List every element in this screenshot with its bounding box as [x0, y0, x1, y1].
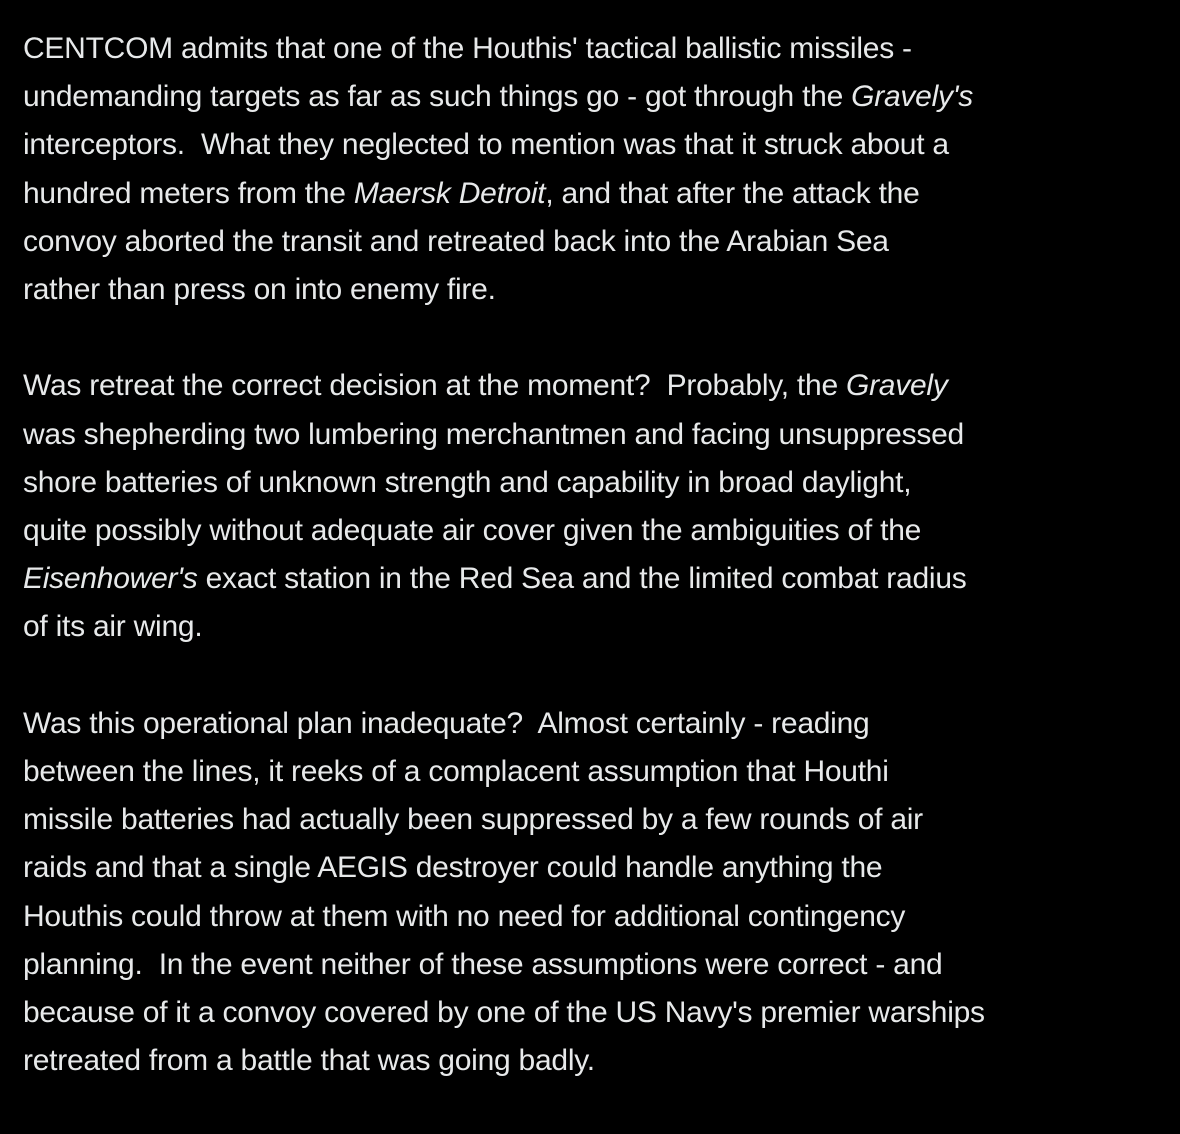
text-line	[23, 700, 1163, 748]
text-run: exact station in the Red Sea and the limited combat radius	[197, 562, 967, 596]
text-run: undemanding targets as far as such things go - got through the	[23, 80, 852, 114]
ship-name-gravely: Gravely's	[851, 80, 973, 114]
text-run: convoy aborted the transit and retreated back into the Arabian Sea	[23, 224, 889, 258]
text-line	[23, 459, 1163, 507]
paragraph-2	[23, 362, 1163, 651]
text-run: rather than press on into enemy fire.	[23, 273, 496, 307]
text-line	[23, 170, 1163, 218]
text-line	[23, 796, 1163, 844]
text-run: because of it a convoy covered by one of the US Navy's premier warships	[23, 996, 985, 1030]
text-line	[23, 411, 1163, 459]
text-run: Was retreat the correct decision at the moment? Probably, the	[23, 369, 846, 403]
text-run: shore batteries of unknown strength and capability in broad daylight,	[23, 465, 912, 499]
text-run: missile batteries had actually been suppressed by a few rounds of air	[23, 803, 923, 837]
text-line	[23, 507, 1163, 555]
text-line	[23, 989, 1163, 1037]
text-line	[23, 1037, 1163, 1085]
text-line	[23, 266, 1163, 314]
text-run: CENTCOM admits that one of the Houthis' tactical ballistic missiles -	[23, 32, 912, 65]
text-run: hundred meters from the	[23, 176, 354, 210]
text-line	[23, 844, 1163, 892]
text-line	[23, 362, 1163, 410]
text-run: of its air wing.	[23, 610, 203, 644]
text-line	[23, 218, 1163, 266]
text-line	[23, 121, 1163, 169]
text-run: planning. In the event neither of these assumptions were correct - and	[23, 947, 943, 981]
text-line	[23, 941, 1163, 989]
text-run: interceptors. What they neglected to mention was that it struck about a	[23, 128, 949, 162]
ship-name-eisenhower: Eisenhower's	[23, 562, 198, 596]
text-line	[23, 893, 1163, 941]
paragraph-3	[23, 700, 1163, 1086]
ship-name-gravely: Gravely	[845, 369, 948, 403]
text-run: Houthis could throw at them with no need for additional contingency	[23, 899, 906, 933]
text-run: was shepherding two lumbering merchantmen and facing unsuppressed	[23, 417, 964, 451]
text-line	[23, 603, 1163, 651]
text-run: raids and that a single AEGIS destroyer could handle anything the	[23, 851, 883, 885]
ship-name-maersk-detroit: Maersk Detroit	[353, 176, 546, 210]
text-line	[23, 73, 1163, 121]
text-run: retreated from a battle that was going badly.	[23, 1044, 595, 1078]
text-line	[23, 25, 1163, 73]
text-run: between the lines, it reeks of a complacent assumption that Houthi	[23, 755, 889, 789]
text-run: Was this operational plan inadequate? Almost certainly - reading	[23, 706, 870, 740]
text-run: quite possibly without adequate air cover given the ambiguities of the	[23, 514, 922, 548]
text-line	[23, 555, 1163, 603]
text-line	[23, 748, 1163, 796]
text-run: , and that after the attack the	[545, 176, 920, 210]
paragraph-1	[23, 25, 1163, 314]
post-body	[23, 25, 1163, 1134]
